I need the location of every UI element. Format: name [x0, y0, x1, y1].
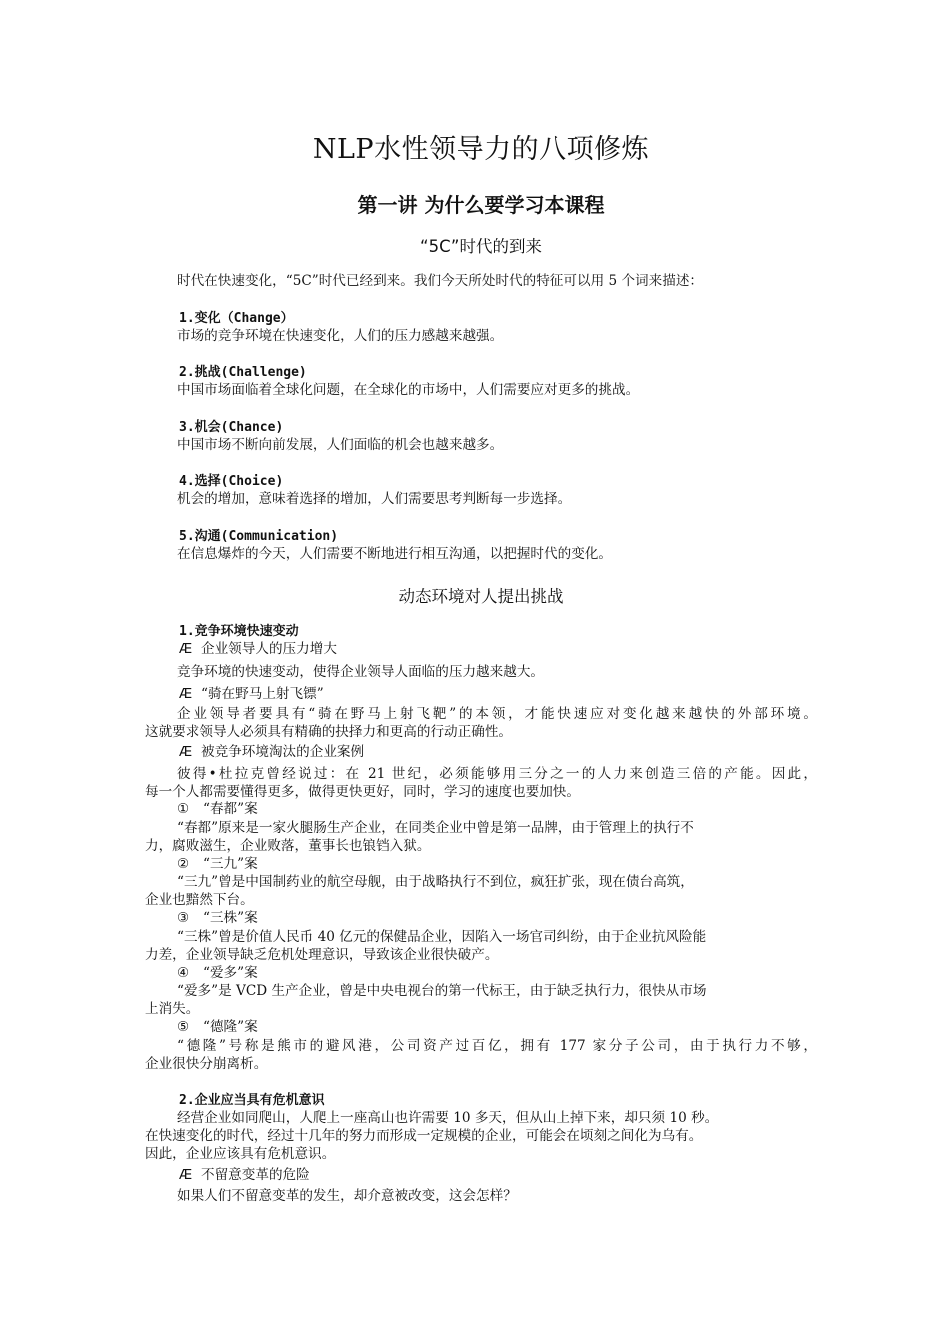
paragraph-line: 彼得•杜拉克曾经说过：在 21 世纪，必须能够用三分之一的人力来创造三倍的产能。因此， [177, 766, 817, 782]
bullet-symbol-icon: Æ [179, 686, 193, 702]
intro-paragraph: 时代在快速变化，“5C”时代已经到来。我们今天所处时代的特征可以用 5 个词来描述： [177, 273, 704, 289]
bullet-text: 企业领导人的压力增大 [201, 641, 337, 657]
item-title-change: 1.变化（Change） [179, 311, 294, 326]
bullet-symbol-icon: Æ [179, 744, 193, 760]
case-label [145, 1019, 817, 1036]
item-title-challenge: 2.挑战(Challenge) [179, 365, 307, 380]
item-text-chance: 中国市场不断向前发展，人们面临的机会也越来越多。 [177, 437, 504, 453]
item-text-choice: 机会的增加，意味着选择的增加，人们需要思考判断每一步选择。 [177, 491, 572, 507]
item-title-choice: 4.选择(Choice) [179, 474, 284, 489]
item-title-communication: 5.沟通(Communication) [179, 529, 339, 544]
paragraph-line: 竞争环境的快速变动，使得企业领导人面临的压力越来越大。 [177, 664, 545, 680]
bullet-text: “骑在野马上射飞镖” [201, 686, 324, 702]
subsection-title-crisis: 2.企业应当具有危机意识 [179, 1093, 325, 1108]
bullet-symbol-icon: Æ [179, 641, 193, 657]
paragraph-line: 每一个人都需要懂得更多，做得更快更好，同时，学习的速度也要加快。 [145, 784, 580, 800]
document-title: NLP水性领导力的八项修炼 [312, 134, 650, 165]
case-text-line: “春都”原来是一家火腿肠生产企业，在同类企业中曾是第一品牌，由于管理上的执行不 [177, 820, 694, 836]
bullet-text: 被竞争环境淘汰的企业案例 [201, 744, 365, 760]
item-text-change: 市场的竞争环境在快速变化，人们的压力感越来越强。 [177, 328, 504, 344]
case-title: “爱多”案 [203, 965, 258, 981]
bullet-item [145, 686, 817, 703]
section-heading-5c: “5C”时代的到来 [420, 237, 542, 256]
case-text-line: “德隆”号称是熊市的避风港，公司资产过百亿，拥有 177 家分子公司，由于执行力不够， [177, 1038, 817, 1054]
case-title: “三九”案 [203, 856, 258, 872]
case-label [145, 856, 817, 873]
paragraph-line: 因此，企业应该具有危机意识。 [145, 1146, 336, 1162]
lecture-title: 第一讲 为什么要学习本课程 [357, 193, 605, 217]
paragraph-line: 企业领导者要具有“骑在野马上射飞靶”的本领，才能快速应对变化越来越快的外部环境。 [177, 706, 817, 722]
case-text-line: 力，腐败滋生，企业败落，董事长也锒铛入狱。 [145, 838, 431, 854]
bullet-text: 不留意变革的危险 [201, 1167, 310, 1183]
paragraph-line: 如果人们不留意变革的发生，却介意被改变，这会怎样？ [177, 1188, 517, 1204]
subsection-title-competition: 1.竞争环境快速变动 [179, 624, 299, 639]
case-title: “德隆”案 [203, 1019, 258, 1035]
bullet-item [145, 1167, 817, 1184]
case-label [145, 910, 817, 927]
case-title: “三株”案 [203, 910, 258, 926]
item-text-communication: 在信息爆炸的今天，人们需要不断地进行相互沟通，以把握时代的变化。 [177, 546, 612, 562]
case-number: ① [177, 801, 190, 817]
bullet-item [145, 744, 817, 761]
case-text-line: 力差，企业领导缺乏危机处理意识，导致该企业很快破产。 [145, 947, 499, 963]
case-title: “春都”案 [203, 801, 258, 817]
case-label [145, 801, 817, 818]
section-heading-dynamic: 动态环境对人提出挑战 [398, 587, 564, 606]
case-number: ⑤ [177, 1019, 190, 1035]
bullet-symbol-icon: Æ [179, 1167, 193, 1183]
paragraph-line: 经营企业如同爬山，人爬上一座高山也许需要 10 多天，但从山上掉下来，却只须 10 秒。 [177, 1110, 719, 1126]
case-text-line: 上消失。 [145, 1001, 200, 1017]
case-text-line: 企业很快分崩离析。 [145, 1056, 268, 1072]
case-text-line: “三株”曾是价值人民币 40 亿元的保健品企业，因陷入一场官司纠纷，由于企业抗风险能 [177, 929, 707, 945]
case-number: ③ [177, 910, 190, 926]
case-text-line: 企业也黯然下台。 [145, 892, 254, 908]
case-text-line: “爱多”是 VCD 生产企业，曾是中央电视台的第一代标王，由于缺乏执行力，很快从市场 [177, 983, 707, 999]
case-text-line: “三九”曾是中国制药业的航空母舰，由于战略执行不到位，疯狂扩张，现在债台高筑， [177, 874, 694, 890]
paragraph-line: 在快速变化的时代，经过十几年的努力而形成一定规模的企业，可能会在顷刻之间化为乌有。 [145, 1128, 703, 1144]
case-number: ② [177, 856, 190, 872]
item-title-chance: 3.机会(Chance) [179, 420, 284, 435]
item-text-challenge: 中国市场面临着全球化问题，在全球化的市场中，人们需要应对更多的挑战。 [177, 382, 640, 398]
bullet-item [145, 641, 817, 658]
paragraph-line: 这就要求领导人必须具有精确的抉择力和更高的行动正确性。 [145, 724, 513, 740]
case-label [145, 965, 817, 982]
case-number: ④ [177, 965, 190, 981]
